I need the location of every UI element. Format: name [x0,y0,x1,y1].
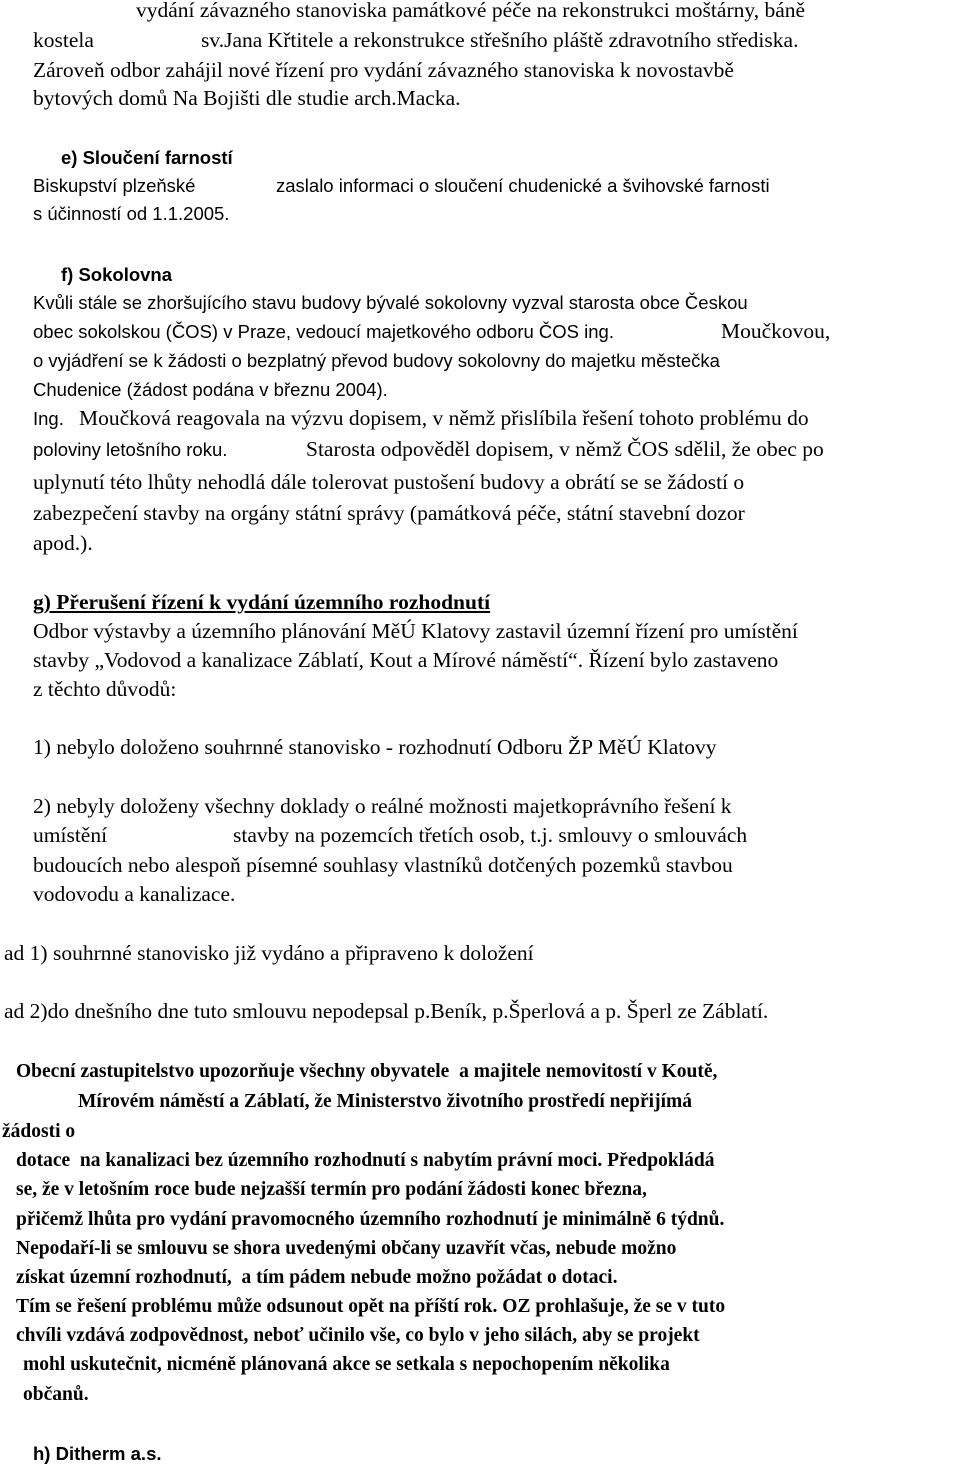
section-e-line-2: s účinností od 1.1.2005. [33,203,230,224]
notice-line-12: občanů. [23,1384,89,1405]
intro-line-2b: sv.Jana Křtitele a rekonstrukce střešního pláště zdravotního střediska. [201,28,799,52]
section-g-line-2: stavby „Vodovod a kanalizace Záblatí, Kout a Mírové náměstí“. Řízení bylo zastaveno [33,648,779,672]
reason-2-line-2b: stavby na pozemcích třetích osob, t.j. smlouvy o smlouvách [233,823,748,847]
reason-2-line-4: vodovodu a kanalizace. [33,882,236,906]
section-f-line-8: zabezpečení stavby na orgány státní správy (památková péče, státní stavební dozor [33,501,745,525]
section-e-line-1b: zaslalo informaci o sloučení chudenické a švihovské farnosti [276,175,770,196]
section-f-line-5b: Moučková reagovala na výzvu dopisem, v němž přislíbila řešení tohoto problému do [79,406,809,430]
notice-line-4: dotace na kanalizaci bez územního rozhodnutí s nabytím právní moci. Předpokládá [16,1150,715,1171]
section-g-line-1: Odbor výstavby a územního plánování MěÚ Klatovy zastavil územní řízení pro umístění [33,619,798,643]
notice-line-7: Nepodaří-li se smlouvu se shora uvedenými občany uzavřít včas, nebude možno [16,1238,677,1259]
intro-line-1: vydání závazného stanoviska památkové péče na rekonstrukci moštárny, báně [136,0,806,22]
notice-line-8: získat územní rozhodnutí, a tím pádem nebude možno požádat o dotaci. [16,1267,618,1288]
notice-line-6: přičemž lhůta pro vydání pravomocného územního rozhodnutí je minimálně 6 týdnů. [16,1209,725,1230]
section-h-heading: h) Ditherm a.s. [33,1443,162,1464]
reason-2-line-1: 2) nebyly doloženy všechny doklady o reálné možnosti majetkoprávního řešení k [33,794,732,818]
section-g-heading: g) Přerušení řízení k vydání územního rozhodnutí [33,590,491,614]
reason-2-line-2a: umístění [33,823,108,847]
section-f-line-4: Chudenice (žádost podána v březnu 2004). [33,379,388,400]
notice-line-11: mohl uskutečnit, nicméně plánovaná akce se setkala s nepochopením několika [23,1354,670,1375]
notice-line-5: se, že v letošním roce bude nejzašší termín pro podání žádosti konec března, [16,1179,647,1200]
section-f-line-9: apod.). [33,531,93,555]
section-e-heading: e) Sloučení farností [61,147,233,168]
section-f-line-2a: obec sokolskou (ČOS) v Praze, vedoucí majetkového odboru ČOS ing. [33,321,614,342]
notice-line-10: chvíli vzdává zodpovědnost, neboť učinilo vše, co bylo v jeho silách, aby se projekt [16,1325,700,1346]
reason-1: 1) nebylo doloženo souhrnné stanovisko - rozhodnutí Odboru ŽP MěÚ Klatovy [33,735,717,759]
section-e-line-1a: Biskupství plzeňské [33,175,196,196]
section-f-line-6b: Starosta odpověděl dopisem, v němž ČOS sdělil, že obec po [306,437,824,461]
notice-line-9: Tím se řešení problému může odsunout opět na příští rok. OZ prohlašuje, že se v tuto [16,1296,726,1317]
ad-2: ad 2)do dnešního dne tuto smlouvu nepodepsal p.Beník, p.Šperlová a p. Šperl ze Záblatí. [4,999,769,1023]
notice-line-2: Mírovém náměstí a Záblatí, že Ministerstvo životního prostředí nepřijímá [78,1091,692,1112]
section-f-line-7: uplynutí této lhůty nehodlá dále tolerovat pustošení budovy a obrátí se se žádostí o [33,470,745,494]
section-f-line-6a: poloviny letošního roku. [33,439,228,460]
notice-line-3: žádosti o [2,1121,76,1142]
section-f-heading: f) Sokolovna [61,264,173,285]
section-f-line-1: Kvůli stále se zhoršujícího stavu budovy bývalé sokolovny vyzval starosta obce Českou [33,292,748,313]
section-f-line-3: o vyjádření se k žádosti o bezplatný převod budovy sokolovny do majetku městečka [33,350,720,371]
reason-2-line-3: budoucích nebo alespoň písemné souhlasy vlastníků dotčených pozemků stavbou [33,853,733,877]
intro-line-3: Zároveň odbor zahájil nové řízení pro vydání závazného stanoviska k novostavbě [33,58,734,82]
section-g-line-3: z těchto důvodů: [33,677,177,701]
section-f-line-5a: Ing. [33,408,64,429]
intro-line-2a: kostela [33,28,94,52]
ad-1: ad 1) souhrnné stanovisko již vydáno a připraveno k doložení [4,941,534,965]
notice-line-1: Obecní zastupitelstvo upozorňuje všechny obyvatele a majitele nemovitostí v Koutě, [16,1061,718,1082]
intro-line-4: bytových domů Na Bojišti dle studie arch.Macka. [33,86,461,110]
section-f-line-2b: Moučkovou, [721,319,831,343]
